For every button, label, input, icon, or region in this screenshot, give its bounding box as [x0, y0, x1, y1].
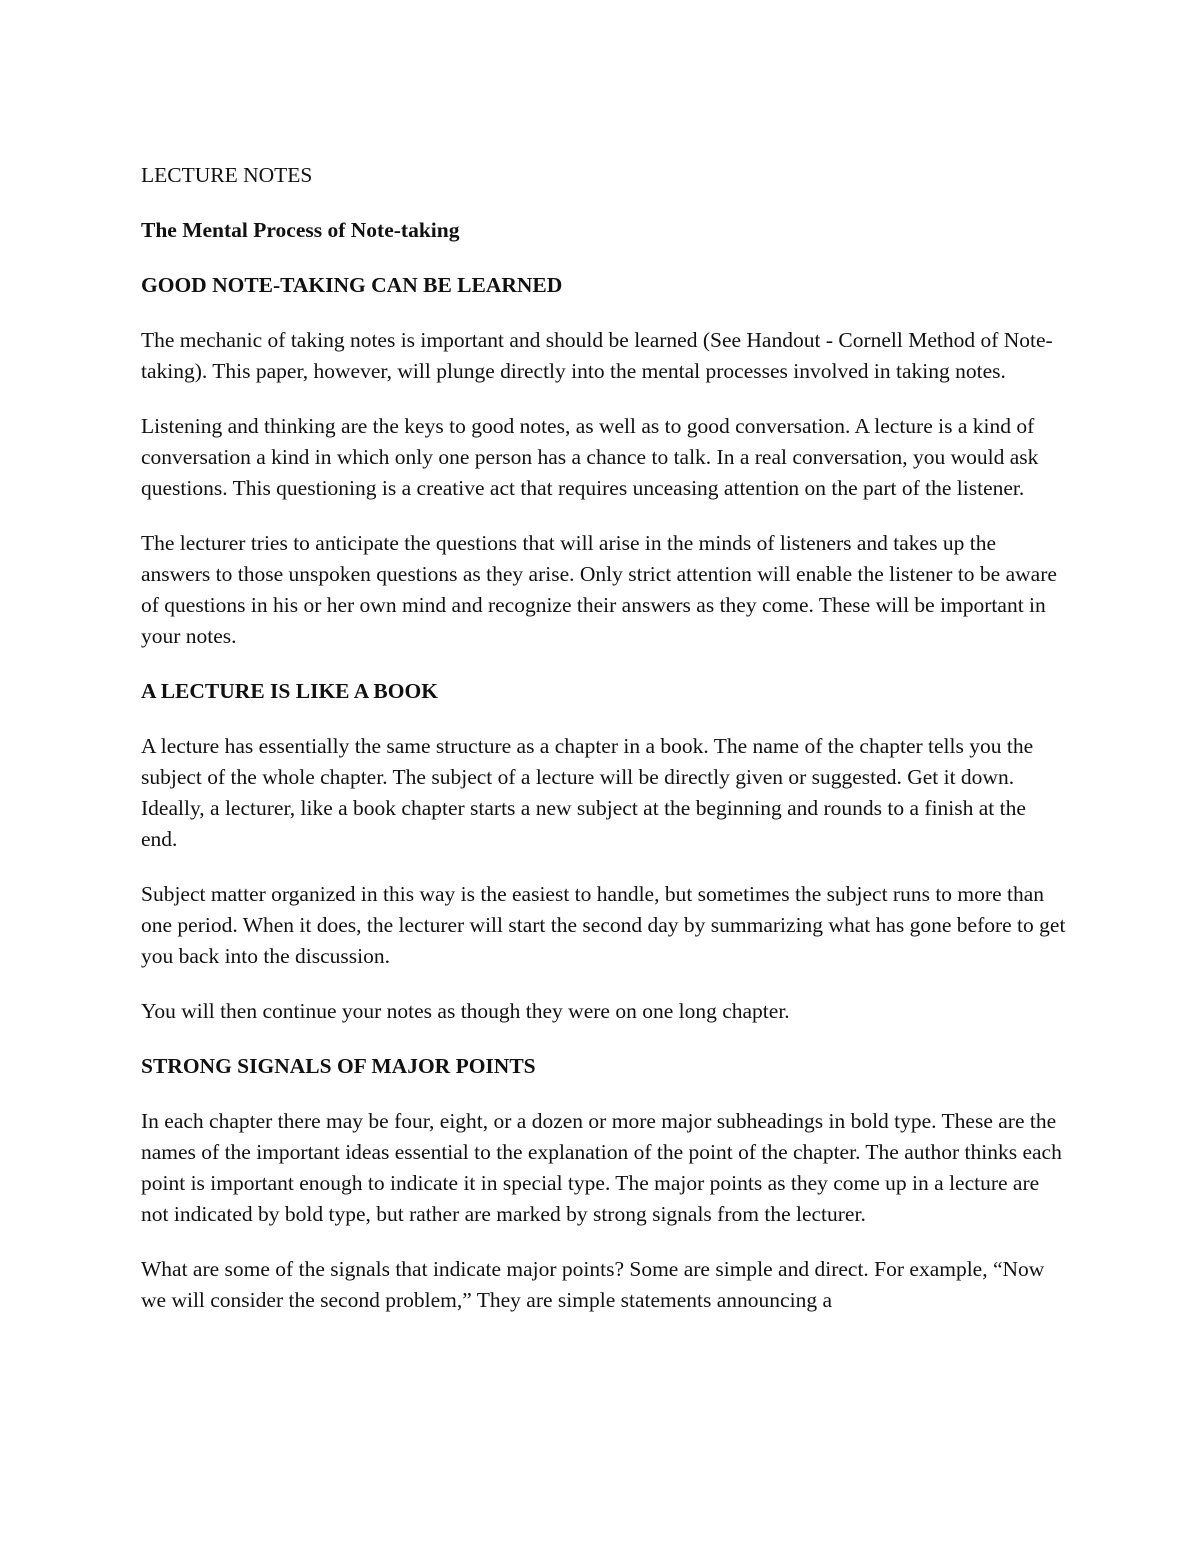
paragraph: Listening and thinking are the keys to good notes, as well as to good conversation. A lecture is a kind of conversation a kind in which only one person has a chance to talk. In a real conversation, you would ask questions. This questioning is a creative act that requires unceasing attention on the part of the listener. — [141, 414, 1039, 500]
section-heading: STRONG SIGNALS OF MAJOR POINTS — [141, 1054, 536, 1078]
paragraph: You will then continue your notes as though they were on one long chapter. — [141, 999, 790, 1023]
paragraph: A lecture has essentially the same structure as a chapter in a book. The name of the chapter tells you the subject of the whole chapter. The subject of a lecture will be directly given or suggested. Get it down. Ideally, a lecturer, like a book chapter starts a new subject at the beginning and rounds to a finish at the end. — [141, 734, 1034, 851]
document-body — [141, 160, 1066, 1340]
paragraph: In each chapter there may be four, eight, or a dozen or more major subheadings in bold type. These are the names of the important ideas essential to the explanation of the point of the chapter. The author thinks each point is important enough to indicate it in special type. The major points as they come up in a lecture are not indicated by bold type, but rather are marked by strong signals from the lecturer. — [141, 1109, 1062, 1226]
section-heading: GOOD NOTE-TAKING CAN BE LEARNED — [141, 273, 563, 297]
paragraph: The mechanic of taking notes is important and should be learned (See Handout - Cornell Method of Note-taking). This paper, however, will plunge directly into the mental processes involved in taking notes. — [141, 328, 1053, 383]
paragraph: What are some of the signals that indicate major points? Some are simple and direct. For example, “Now we will consider the second problem,” They are simple statements announcing a — [141, 1257, 1045, 1312]
document-title: LECTURE NOTES — [141, 163, 313, 187]
section-heading: A LECTURE IS LIKE A BOOK — [141, 679, 438, 703]
paragraph: Subject matter organized in this way is the easiest to handle, but sometimes the subject runs to more than one period. When it does, the lecturer will start the second day by summarizing what has gone before to get you back into the discussion. — [141, 882, 1066, 968]
document-subtitle: The Mental Process of Note-taking — [141, 218, 460, 242]
paragraph: The lecturer tries to anticipate the questions that will arise in the minds of listeners and takes up the answers to those unspoken questions as they arise. Only strict attention will enable the listener to be aware of questions in his or her own mind and recognize their answers as they come. These will be important in your notes. — [141, 531, 1057, 648]
